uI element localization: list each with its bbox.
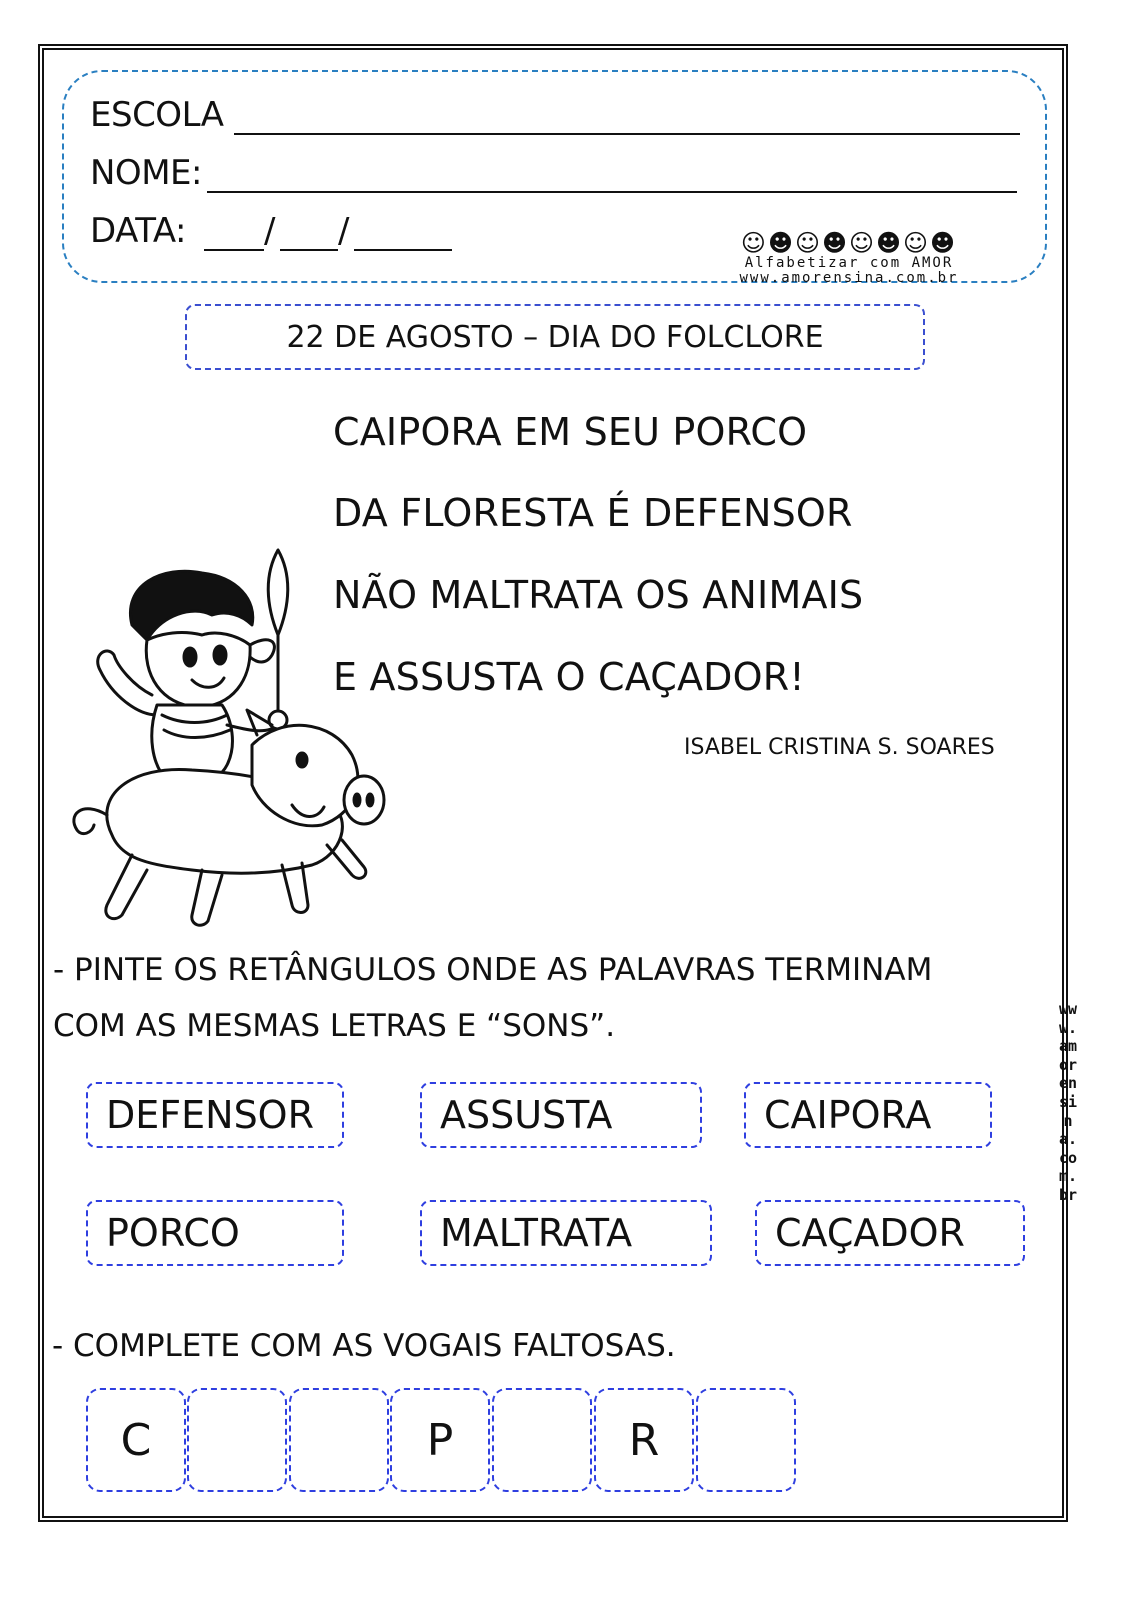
date-month-rule <box>280 249 338 251</box>
word-box-assusta[interactable] <box>420 1082 702 1148</box>
brand-logo <box>684 230 1014 286</box>
word-label: PORCO <box>106 1211 240 1255</box>
letter-box-empty[interactable] <box>187 1388 287 1492</box>
word-label: CAIPORA <box>764 1093 932 1137</box>
children-faces-icon: ☺☻☺☻☺☻☺☻ <box>740 229 958 257</box>
letter-box-empty[interactable] <box>289 1388 389 1492</box>
word-box-cacador[interactable] <box>755 1200 1025 1266</box>
date-separator-1: / <box>264 211 275 251</box>
exercise1-instruction-line1: - PINTE OS RETÂNGULOS ONDE AS PALAVRAS TERMINAM <box>53 952 933 988</box>
letter: P <box>426 1414 454 1466</box>
page-title: 22 DE AGOSTO – DIA DO FOLCLORE <box>286 319 824 355</box>
letter: R <box>628 1414 660 1466</box>
brand-tagline: Alfabetizar com AMOR <box>744 255 954 271</box>
side-url: www.amorensina.com.br <box>1058 1000 1078 1204</box>
word-box-porco[interactable] <box>86 1200 344 1266</box>
word-label: MALTRATA <box>440 1211 633 1255</box>
caipora-riding-pig-illustration <box>52 545 392 945</box>
date-day-rule <box>204 249 264 251</box>
exercise1-instruction-line2: COM AS MESMAS LETRAS E “SONS”. <box>53 1008 616 1044</box>
title-box <box>185 304 925 370</box>
poem-line: E ASSUSTA O CAÇADOR! <box>333 655 805 699</box>
poem-line: CAIPORA EM SEU PORCO <box>333 410 808 454</box>
nome-label: NOME: <box>90 153 202 193</box>
word-box-caipora[interactable] <box>744 1082 992 1148</box>
word-box-maltrata[interactable] <box>420 1200 712 1266</box>
letter-box-empty[interactable] <box>492 1388 592 1492</box>
brand-url: www.amorensina.com.br <box>739 270 959 286</box>
word-label: DEFENSOR <box>106 1093 314 1137</box>
poem-line: NÃO MALTRATA OS ANIMAIS <box>333 573 864 617</box>
letter: C <box>120 1414 152 1466</box>
poem-line: DA FLORESTA É DEFENSOR <box>333 491 853 535</box>
letter-box[interactable] <box>390 1388 490 1492</box>
letter-box[interactable] <box>86 1388 186 1492</box>
data-label: DATA: <box>90 211 186 251</box>
poem-author: ISABEL CRISTINA S. SOARES <box>684 735 995 760</box>
exercise2-instruction: - COMPLETE COM AS VOGAIS FALTOSAS. <box>52 1328 676 1364</box>
escola-rule <box>234 133 1020 135</box>
escola-label: ESCOLA <box>90 95 224 135</box>
word-box-defensor[interactable] <box>86 1082 344 1148</box>
letter-box-empty[interactable] <box>696 1388 796 1492</box>
date-separator-2: / <box>338 211 349 251</box>
nome-rule <box>207 191 1017 193</box>
word-label: ASSUSTA <box>440 1093 613 1137</box>
word-label: CAÇADOR <box>775 1211 965 1255</box>
date-year-rule <box>354 249 452 251</box>
letter-box[interactable] <box>594 1388 694 1492</box>
